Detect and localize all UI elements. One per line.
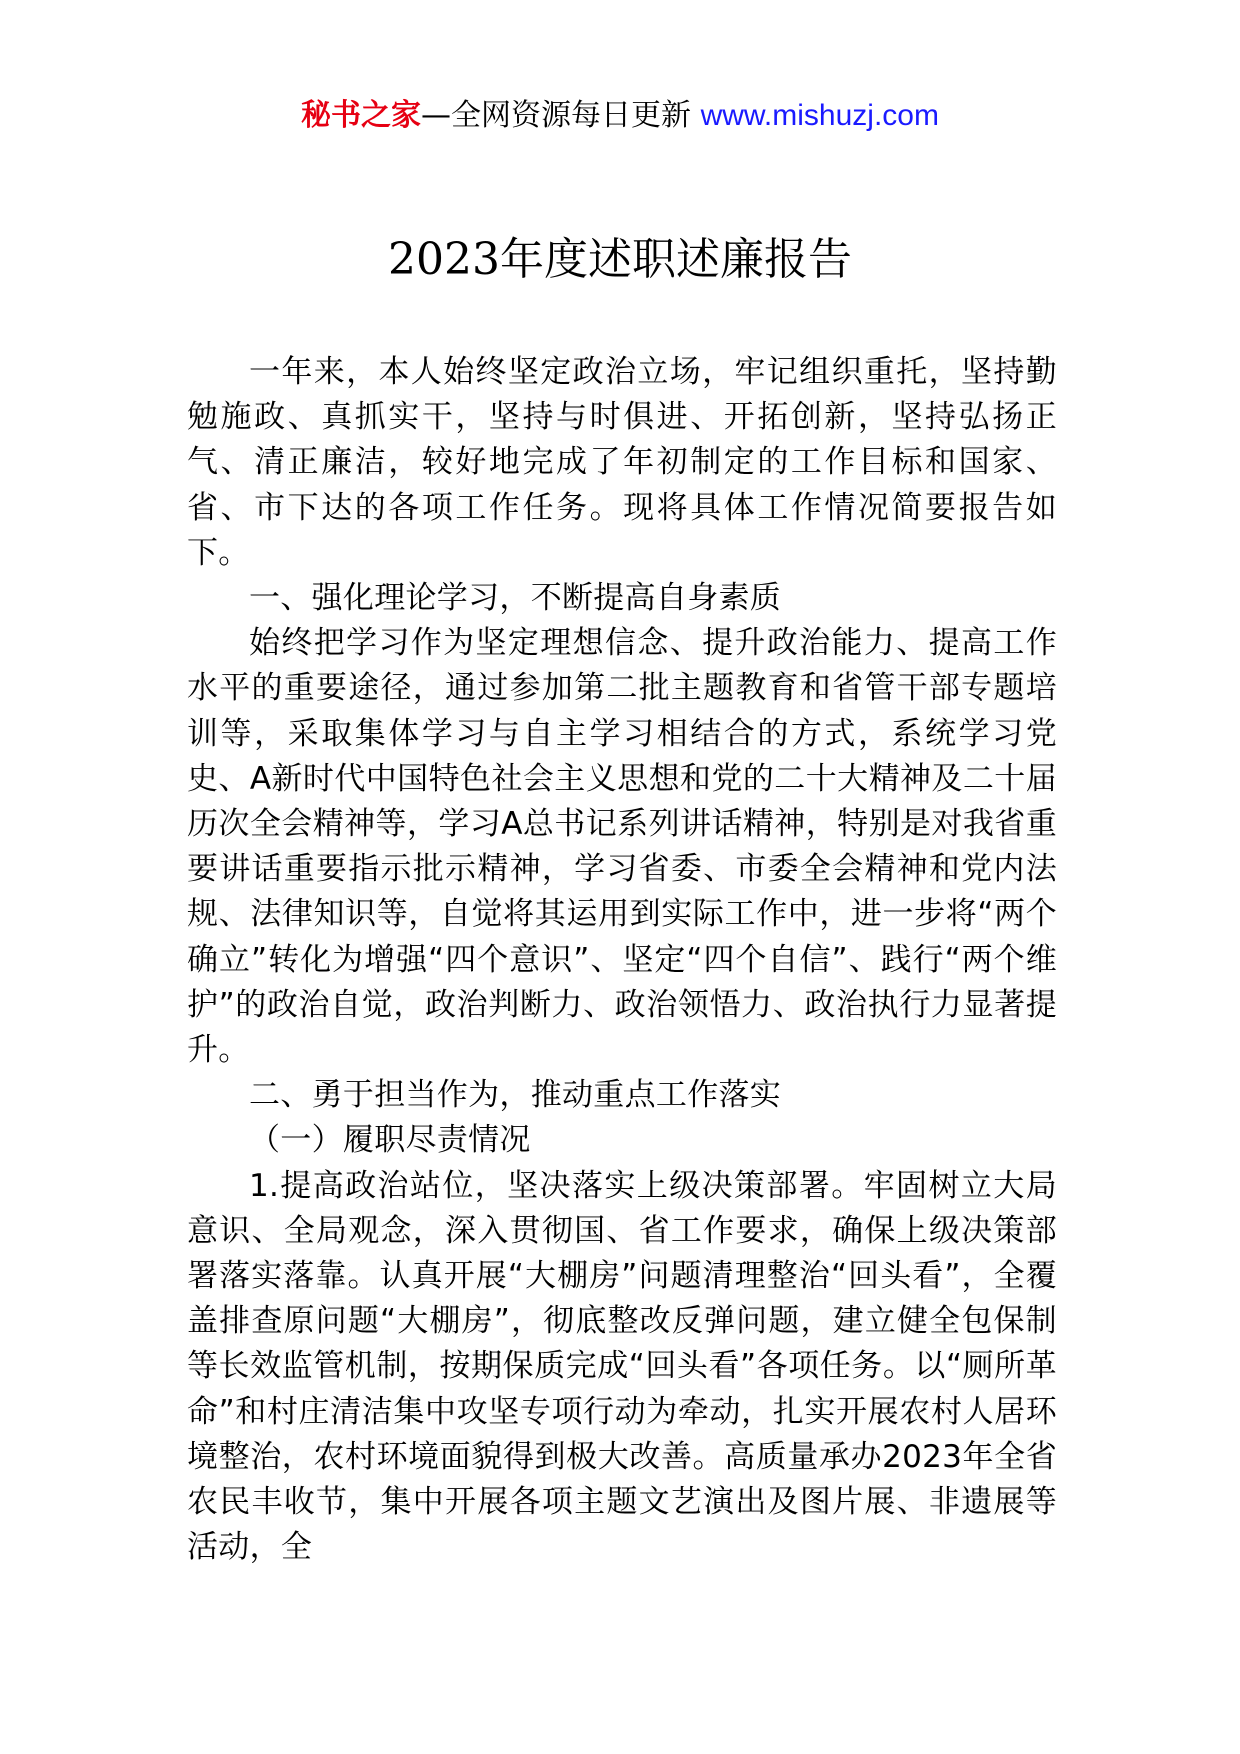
section-1-paragraph: 始终把学习作为坚定理想信念、提升政治能力、提高工作水平的重要途径，通过参加第二批主题教育和省管干部专题培训等，采取集体学习与自主学习相结合的方式，系统学习党史、A新时代中国特色社会主义思想和党的二十大精神及二十届历次全会精神等，学习A总书记系列讲话精神，特别是对我省重要讲话重要指示批示精神，学习省委、市委全会精神和党内法规、法律知识等，自觉将其运用到实际工作中，进一步将“两个确立”转化为增强“四个意识”、坚定“四个自信”、践行“两个维护”的政治自觉，政治判断力、政治领悟力、政治执行力显著提升。 (187, 625, 1057, 1069)
document-title: 2023年度述职述廉报告 (388, 234, 852, 285)
section-heading-2: 二、勇于担当作为，推动重点工作落实 (249, 1077, 782, 1114)
site-url-link[interactable]: www.mishuzj.com (700, 99, 939, 132)
section-heading-1: 一、强化理论学习，不断提高自身素质 (249, 580, 782, 617)
subsection-heading-1: （一）履职尽责情况 (249, 1122, 531, 1159)
site-header (0, 96, 1240, 136)
site-brand: 秘书之家 (301, 98, 422, 133)
document-body (187, 350, 1057, 1570)
site-slogan: —全网资源每日更新 (421, 98, 692, 133)
subsection-1-paragraph: 1.提高政治站位，坚决落实上级决策部署。牢固树立大局意识、全局观念，深入贯彻国、省工作要求，确保上级决策部署落实落靠。认真开展“大棚房”问题清理整治“回头看”，全覆盖排查原问题“大棚房”，彻底整改反弹问题，建立健全包保制等长效监管机制，按期保质完成“回头看”各项任务。以“厕所革命”和村庄清洁集中攻坚专项行动为牵动，扎实开展农村人居环境整治，农村环境面貌得到极大改善。高质量承办2023年全省农民丰收节，集中开展各项主题文艺演出及图片展、非遗展等活动，全 (187, 1167, 1057, 1566)
intro-paragraph: 一年来，本人始终坚定政治立场，牢记组织重托，坚持勤勉施政、真抓实干，坚持与时俱进、开拓创新，坚持弘扬正气、清正廉洁，较好地完成了年初制定的工作目标和国家、省、市下达的各项工作任务。现将具体工作情况简要报告如下。 (187, 354, 1057, 571)
